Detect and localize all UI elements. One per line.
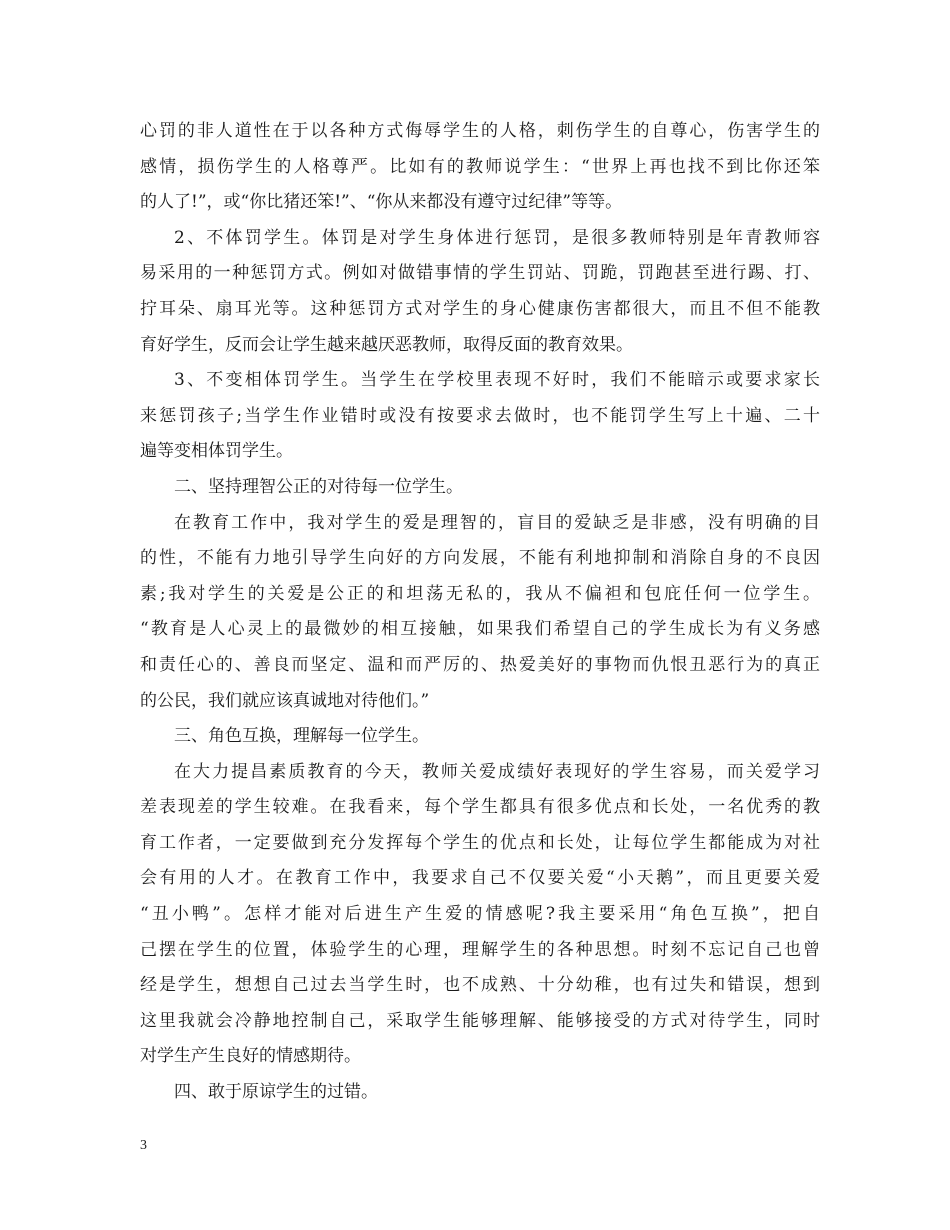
body-text <box>140 114 820 1111</box>
text-line: 易采用的一种惩罚方式。例如对做错事情的学生罚站、罚跪，罚跑甚至进行踢、打、 <box>140 263 820 284</box>
text-line: 育工作者，一定要做到充分发挥每个学生的优点和长处，让每位学生都能成为对社 <box>140 832 820 853</box>
text-line: 的性，不能有力地引导学生向好的方向发展，不能有利地抑制和消除自身的不良因 <box>140 548 820 569</box>
text-line: 心罚的非人道性在于以各种方式侮辱学生的人格，刺伤学生的自尊心，伤害学生的 <box>140 121 820 141</box>
text-line: 在大力提昌素质教育的今天，教师关爱成绩好表现好的学生容易，而关爱学习 <box>174 761 820 782</box>
text-line: 来惩罚孩子;当学生作业错时或没有按要求去做时，也不能罚学生写上十遍、二十 <box>140 405 820 426</box>
text-line: 感情，损伤学生的人格尊严。比如有的教师说学生：“世界上再也找不到比你还笨 <box>140 156 820 177</box>
text-line: 2、不体罚学生。体罚是对学生身体进行惩罚，是很多教师特别是年青教师容 <box>174 227 820 248</box>
text-line: 二、坚持理智公正的对待每一位学生。 <box>174 476 463 497</box>
text-line: 育好学生，反而会让学生越来越厌恶教师，取得反面的教育效果。 <box>140 334 633 355</box>
text-line: 己摆在学生的位置，体验学生的心理，理解学生的各种思想。时刻不忘记自己也曾 <box>140 939 820 960</box>
text-line: 在教育工作中，我对学生的爱是理智的，盲目的爱缺乏是非感，没有明确的目 <box>174 512 820 533</box>
text-line: 的人了!”，或“你比猪还笨!”、“你从来都没有遵守过纪律”等等。 <box>140 192 623 213</box>
page-number: 3 <box>140 1138 147 1153</box>
text-line: 和责任心的、善良而坚定、温和而严厉的、热爱美好的事物而仇恨丑恶行为的真正 <box>140 654 820 675</box>
text-line: 遍等变相体罚学生。 <box>140 441 293 462</box>
text-line: 三、角色互换，理解每一位学生。 <box>174 726 429 747</box>
text-line: 素;我对学生的关爱是公正的和坦荡无私的，我从不偏袒和包庇任何一位学生。 <box>140 583 820 604</box>
text-line: “丑小鸭”。怎样才能对后进生产生爱的情感呢?我主要采用“角色互换”，把自 <box>140 904 820 925</box>
text-line: 3、不变相体罚学生。当学生在学校里表现不好时，我们不能暗示或要求家长 <box>174 370 820 391</box>
text-line: 经是学生，想想自己过去当学生时，也不成熟、十分幼稚，也有过失和错误，想到 <box>140 975 820 996</box>
text-line: 对学生产生良好的情感期待。 <box>140 1046 361 1067</box>
text-line: 的公民，我们就应该真诚地对待他们。” <box>140 690 430 711</box>
text-line: 差表现差的学生较难。在我看来，每个学生都具有很多优点和长处，一名优秀的教 <box>140 797 820 818</box>
text-line: 会有用的人才。在教育工作中，我要求自己不仅要关爱“小天鹅”，而且更要关爱 <box>140 868 820 889</box>
text-line: 这里我就会冷静地控制自己，采取学生能够理解、能够接受的方式对待学生，同时 <box>140 1010 820 1031</box>
text-line: 四、敢于原谅学生的过错。 <box>174 1082 378 1103</box>
text-line: 拧耳朵、扇耳光等。这种惩罚方式对学生的身心健康伤害都很大，而且不但不能教 <box>140 298 820 319</box>
text-line: “教育是人心灵上的最微妙的相互接触，如果我们希望自己的学生成长为有义务感 <box>140 619 820 640</box>
